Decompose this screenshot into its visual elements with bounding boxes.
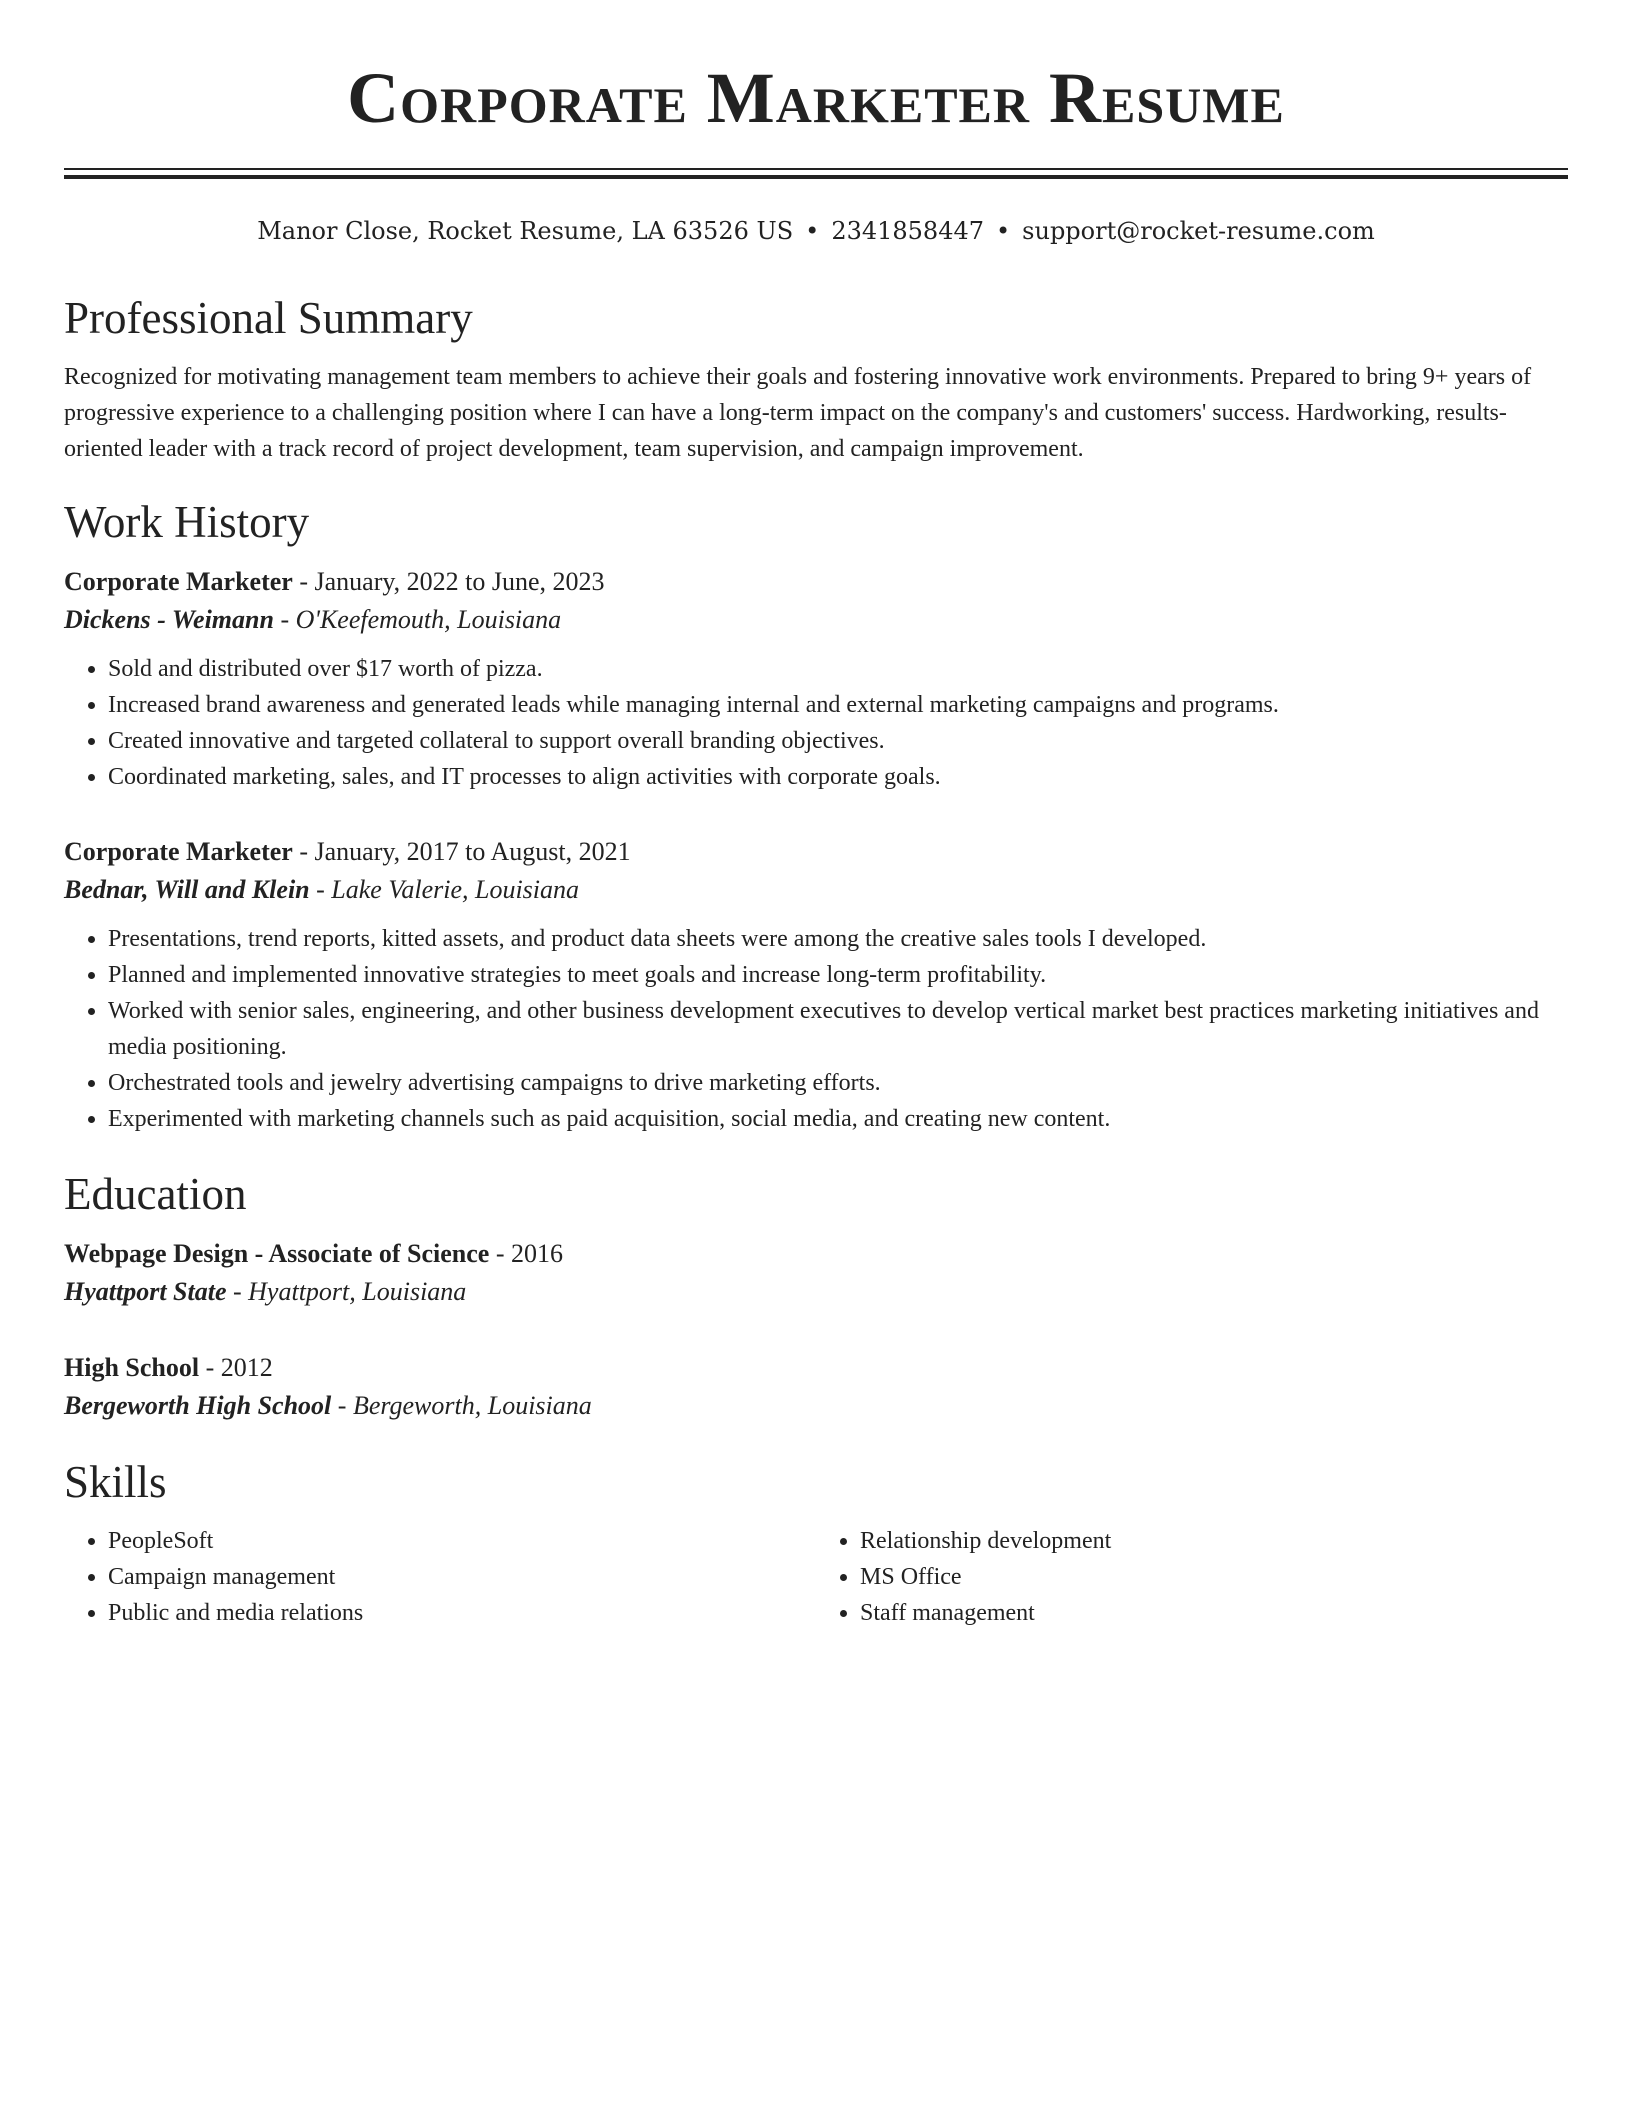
job-title: Corporate Marketer — [64, 837, 293, 866]
skills-grid — [64, 1523, 1568, 1631]
job-location: - Lake Valerie, Louisiana — [309, 875, 580, 904]
list-item: • Increased brand awareness and generated leads while managing internal and external marketing campaigns and programs. — [108, 687, 1568, 723]
contact-phone: 2341858447 — [831, 217, 985, 245]
title-rule-thin — [64, 168, 1568, 170]
skills-list — [64, 1523, 816, 1631]
job-header — [64, 833, 1568, 871]
contact-separator: • — [805, 217, 820, 245]
education-header — [64, 1235, 1568, 1273]
education-location: - Hyattport, Louisiana — [226, 1277, 467, 1306]
job-bullets — [64, 651, 1568, 795]
job-bullets — [64, 921, 1568, 1137]
job-dates: - January, 2017 to August, 2021 — [292, 837, 631, 866]
job-title: Corporate Marketer — [64, 567, 293, 596]
job-location: - O'Keefemouth, Louisiana — [273, 605, 562, 634]
education-school: Bergeworth High School — [64, 1391, 332, 1420]
contact-email: support@rocket-resume.com — [1022, 217, 1375, 245]
job-employer — [64, 601, 1568, 639]
skills-column-left — [64, 1523, 816, 1631]
list-item: • Presentations, trend reports, kitted assets, and product data sheets were among the creative sales tools I developed. — [108, 921, 1568, 957]
education-school-line — [64, 1387, 1568, 1425]
education-entry — [64, 1235, 1568, 1311]
job-header — [64, 563, 1568, 601]
education-heading: Education — [64, 1169, 247, 1219]
list-item: • Worked with senior sales, engineering, and other business development executives to develop vertical market best practices marketing initiatives and media positioning. — [108, 993, 1568, 1065]
list-item: • Created innovative and targeted collateral to support overall branding objectives. — [108, 723, 1568, 759]
skill-item: • Staff management — [860, 1595, 1568, 1631]
education-year: - 2016 — [489, 1239, 564, 1268]
skills-heading: Skills — [64, 1457, 167, 1507]
list-item: • Experimented with marketing channels such as paid acquisition, social media, and creating new content. — [108, 1101, 1568, 1137]
job-entry — [64, 563, 1568, 795]
education-degree: High School — [64, 1353, 200, 1382]
title-rule-thick — [64, 175, 1568, 179]
education-degree: Webpage Design - Associate of Science — [64, 1239, 490, 1268]
list-item: • Planned and implemented innovative strategies to meet goals and increase long-term profitability. — [108, 957, 1568, 993]
job-company: Dickens - Weimann — [64, 605, 274, 634]
skills-column-right — [816, 1523, 1568, 1631]
education-school: Hyattport State — [64, 1277, 227, 1306]
skill-item: • PeopleSoft — [108, 1523, 816, 1559]
summary-heading: Professional Summary — [64, 293, 473, 343]
contact-address: Manor Close, Rocket Resume, LA 63526 US — [257, 217, 794, 245]
contact-line — [64, 215, 1568, 247]
resume-title: Corporate Marketer Resume — [347, 58, 1285, 138]
list-item: • Coordinated marketing, sales, and IT processes to align activities with corporate goals. — [108, 759, 1568, 795]
skill-item: • Relationship development — [860, 1523, 1568, 1559]
job-entry — [64, 833, 1568, 1137]
job-company: Bednar, Will and Klein — [64, 875, 310, 904]
work-history-heading: Work History — [64, 497, 310, 547]
summary-text: Recognized for motivating management team members to achieve their goals and fostering innovative work environments. Prepared to bring 9+ years of progressive experience to a challenging position where I can have a long-term impact on the company's and customers' success. Hardworking, results-oriented leader with a track record of project development, team supervision, and campaign improvement. — [64, 364, 1532, 462]
list-item: • Sold and distributed over $17 worth of pizza. — [108, 651, 1568, 687]
education-school-line — [64, 1273, 1568, 1311]
education-entry — [64, 1349, 1568, 1425]
job-dates: - January, 2022 to June, 2023 — [292, 567, 605, 596]
education-location: - Bergeworth, Louisiana — [331, 1391, 592, 1420]
skill-item: • MS Office — [860, 1559, 1568, 1595]
list-item: • Orchestrated tools and jewelry advertising campaigns to drive marketing efforts. — [108, 1065, 1568, 1101]
skill-item: • Campaign management — [108, 1559, 816, 1595]
skills-list — [816, 1523, 1568, 1631]
contact-separator: • — [996, 217, 1011, 245]
skill-item: • Public and media relations — [108, 1595, 816, 1631]
job-employer — [64, 871, 1568, 909]
education-header — [64, 1349, 1568, 1387]
education-year: - 2012 — [199, 1353, 273, 1382]
